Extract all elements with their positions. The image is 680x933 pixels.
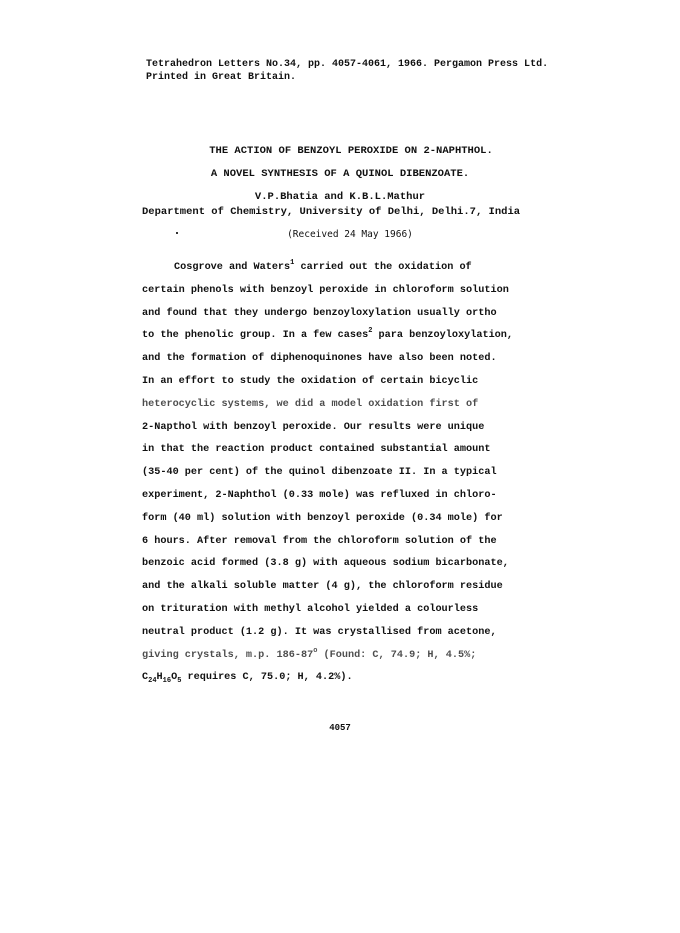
text-run: para benzoyloxylation, xyxy=(372,330,514,342)
text-run: carried out the oxidation of xyxy=(294,262,472,273)
formula-element: C xyxy=(142,672,149,684)
text-line: (35-40 per cent) of the quinol dibenzoate II. In a typical xyxy=(142,467,497,479)
formula-element: H xyxy=(156,672,163,684)
text-line: certain phenols with benzoyl peroxide in chloroform solution xyxy=(142,284,509,296)
text-line: and the formation of diphenoquinones have also been noted. xyxy=(142,353,497,365)
page-number: 4057 xyxy=(329,723,351,733)
text-line: on trituration with methyl alcohol yielded a colourless xyxy=(142,603,479,615)
formula-subscript: 5 xyxy=(177,677,182,686)
affiliation: Department of Chemistry, University of Delhi, Delhi.7, India xyxy=(142,206,521,218)
formula-element: O xyxy=(171,672,178,684)
text-run: Cosgrove and Waters xyxy=(174,262,291,273)
body-paragraph xyxy=(142,261,542,694)
text-line: heterocyclic systems, we did a model oxidation first of xyxy=(142,398,479,410)
reference-superscript: 2 xyxy=(368,327,373,336)
authors: V.P.Bhatia and K.B.L.Mathur xyxy=(254,191,426,203)
text-line: and found that they undergo benzoyloxylation usually ortho xyxy=(142,307,497,319)
text-line: In an effort to study the oxidation of certain bicyclic xyxy=(142,375,479,387)
text-run: giving crystals, m.p. 186-87 xyxy=(142,649,314,661)
text-line xyxy=(142,646,542,672)
degree-superscript: o xyxy=(313,646,318,655)
paper-title-line1: THE ACTION OF BENZOYL PEROXIDE ON 2-NAPHTHOL. xyxy=(209,145,493,157)
paper-title-line2: A NOVEL SYNTHESIS OF A QUINOL DIBENZOATE. xyxy=(210,168,470,180)
text-line: and the alkali soluble matter (4 g), the chloroform residue xyxy=(142,581,503,593)
text-line: in that the reaction product contained substantial amount xyxy=(142,444,491,456)
text-line: neutral product (1.2 g). It was crystallised from acetone, xyxy=(142,626,497,638)
text-line xyxy=(142,261,542,284)
text-line: 6 hours. After removal from the chloroform solution of the xyxy=(142,535,497,547)
text-line: form (40 ml) solution with benzoyl peroxide (0.34 mole) for xyxy=(142,512,503,524)
text-run: (Found: C, 74.9; H, 4.5%; xyxy=(317,649,477,661)
text-run: to the phenolic group. In a few cases xyxy=(142,330,369,342)
received-date: (Received 24 May 1966) xyxy=(287,229,413,240)
formula-line xyxy=(142,671,542,694)
formula-subscript: 24 xyxy=(148,677,157,686)
text-line: 2-Napthol with benzoyl peroxide. Our results were unique xyxy=(142,421,485,433)
printed-in: Printed in Great Britain. xyxy=(146,72,297,83)
formula-subscript: 16 xyxy=(162,677,172,686)
title-block xyxy=(0,145,680,204)
text-line: experiment, 2-Naphthol (0.33 mole) was refluxed in chloro- xyxy=(142,489,497,501)
journal-citation: Tetrahedron Letters No.34, pp. 4057-4061, 1966. Pergamon Press Ltd. xyxy=(146,59,549,70)
text-line: benzoic acid formed (3.8 g) with aqueous sodium bicarbonate, xyxy=(142,558,509,570)
reference-superscript: 1 xyxy=(290,259,295,267)
text-line xyxy=(142,329,542,352)
text-run: requires C, 75.0; H, 4.2%). xyxy=(181,672,353,684)
journal-header xyxy=(146,58,548,84)
